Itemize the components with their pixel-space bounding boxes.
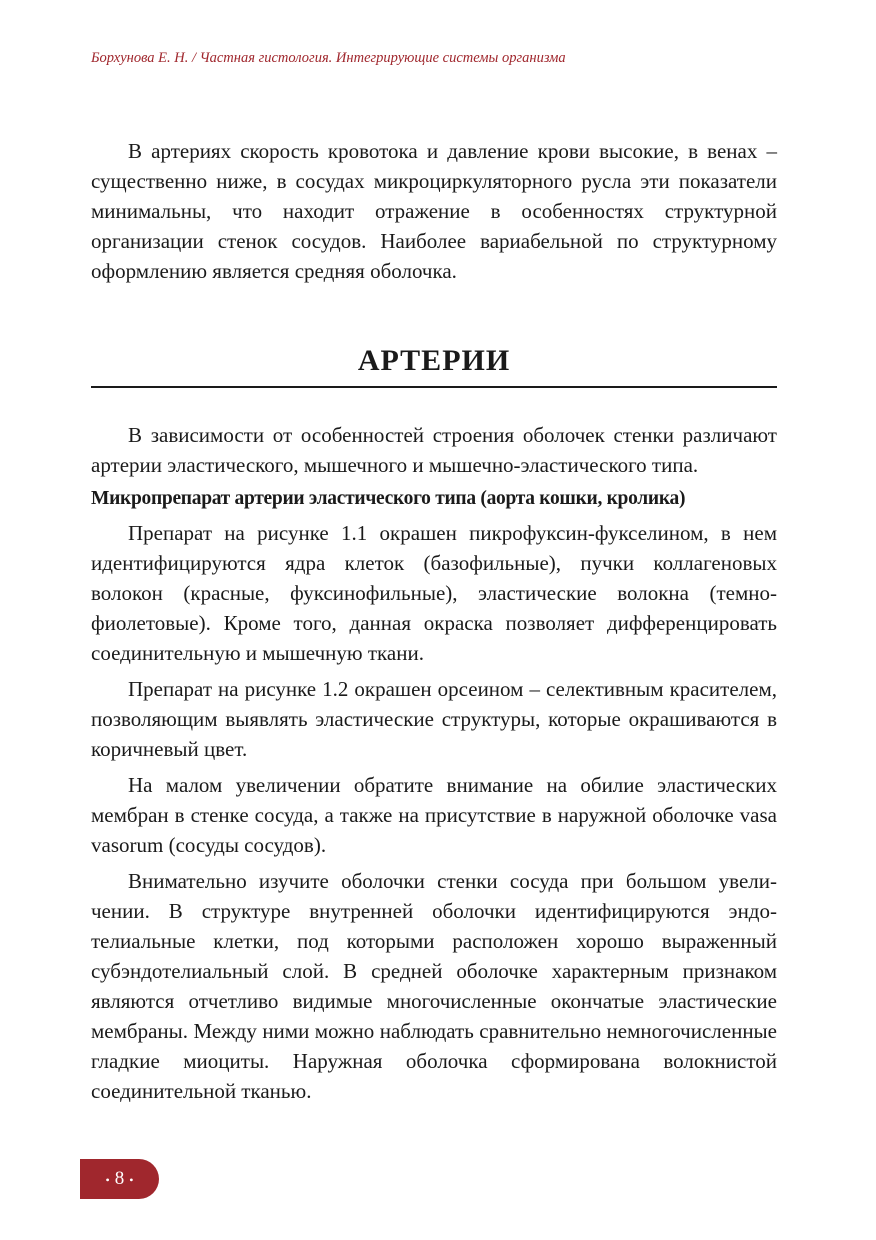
page-body [91, 136, 777, 1106]
section-lead-paragraph: В зависимости от особенностей строения оболочек стенки различают артерии эластического, мышечного и мышечно-эластического типа. [91, 423, 777, 477]
page-number: 8 [114, 1168, 125, 1189]
page-number-badge [80, 1159, 159, 1199]
body-paragraph-2: Препарат на рисунке 1.2 окрашен орсеином – селективным красителем, позволяющим выявлять эластические структуры, которые окрашиваются в коричневый цвет. [91, 677, 777, 761]
body-paragraph-4: Внимательно изучите оболочки стенки сосуда при большом увеличении. В структуре внутренней оболочки идентифицируются эндотелиальные клетки, под которыми расположен хорошо выраженный субэндотелиальный слой. В средней оболочке характерным признаком являются отчетливо видимые многочисленные окончатые эластические мембраны. Между ними можно наблюдать сравнительно немногочисленные гладкие миоциты. Наружная оболочка сформирована волокнистой соединительной тканью. [91, 869, 777, 1103]
running-header: Борхунова Е. Н. / Частная гистология. Интегрирующие системы организма [91, 50, 566, 66]
section-title: АРТЕРИИ [91, 342, 777, 388]
bullet-left: • [105, 1172, 110, 1187]
intro-paragraph: В артериях скорость кровотока и давление крови высокие, в венах – существенно ниже, в сосудах микроциркуляторного русла эти показатели минимальны, что находит отражение в особенностях структурной организации стенок сосудов. Наиболее вариабельной по структурному оформлению является средняя оболочка. [91, 139, 777, 283]
body-paragraph-1: Препарат на рисунке 1.1 окрашен пикрофуксин-фукселином, в нем идентифицируются ядра клеток (базофильные), пучки коллагеновых волокон (красные, фуксинофильные), эластические волокна (темно-фиолетовые). Кроме того, данная окраска позволяет дифференцировать соединительную и мышечную ткани. [91, 521, 777, 665]
bullet-right: • [129, 1172, 134, 1187]
specimen-subheading: Микропрепарат артерии эластического типа (аорта кошки, кролика) [91, 488, 686, 509]
body-paragraph-3: На малом увеличении обратите внимание на обилие эластических мембран в стенке сосуда, а также на присутствие в наружной оболочке vasa vasorum (сосуды сосудов). [91, 773, 777, 857]
